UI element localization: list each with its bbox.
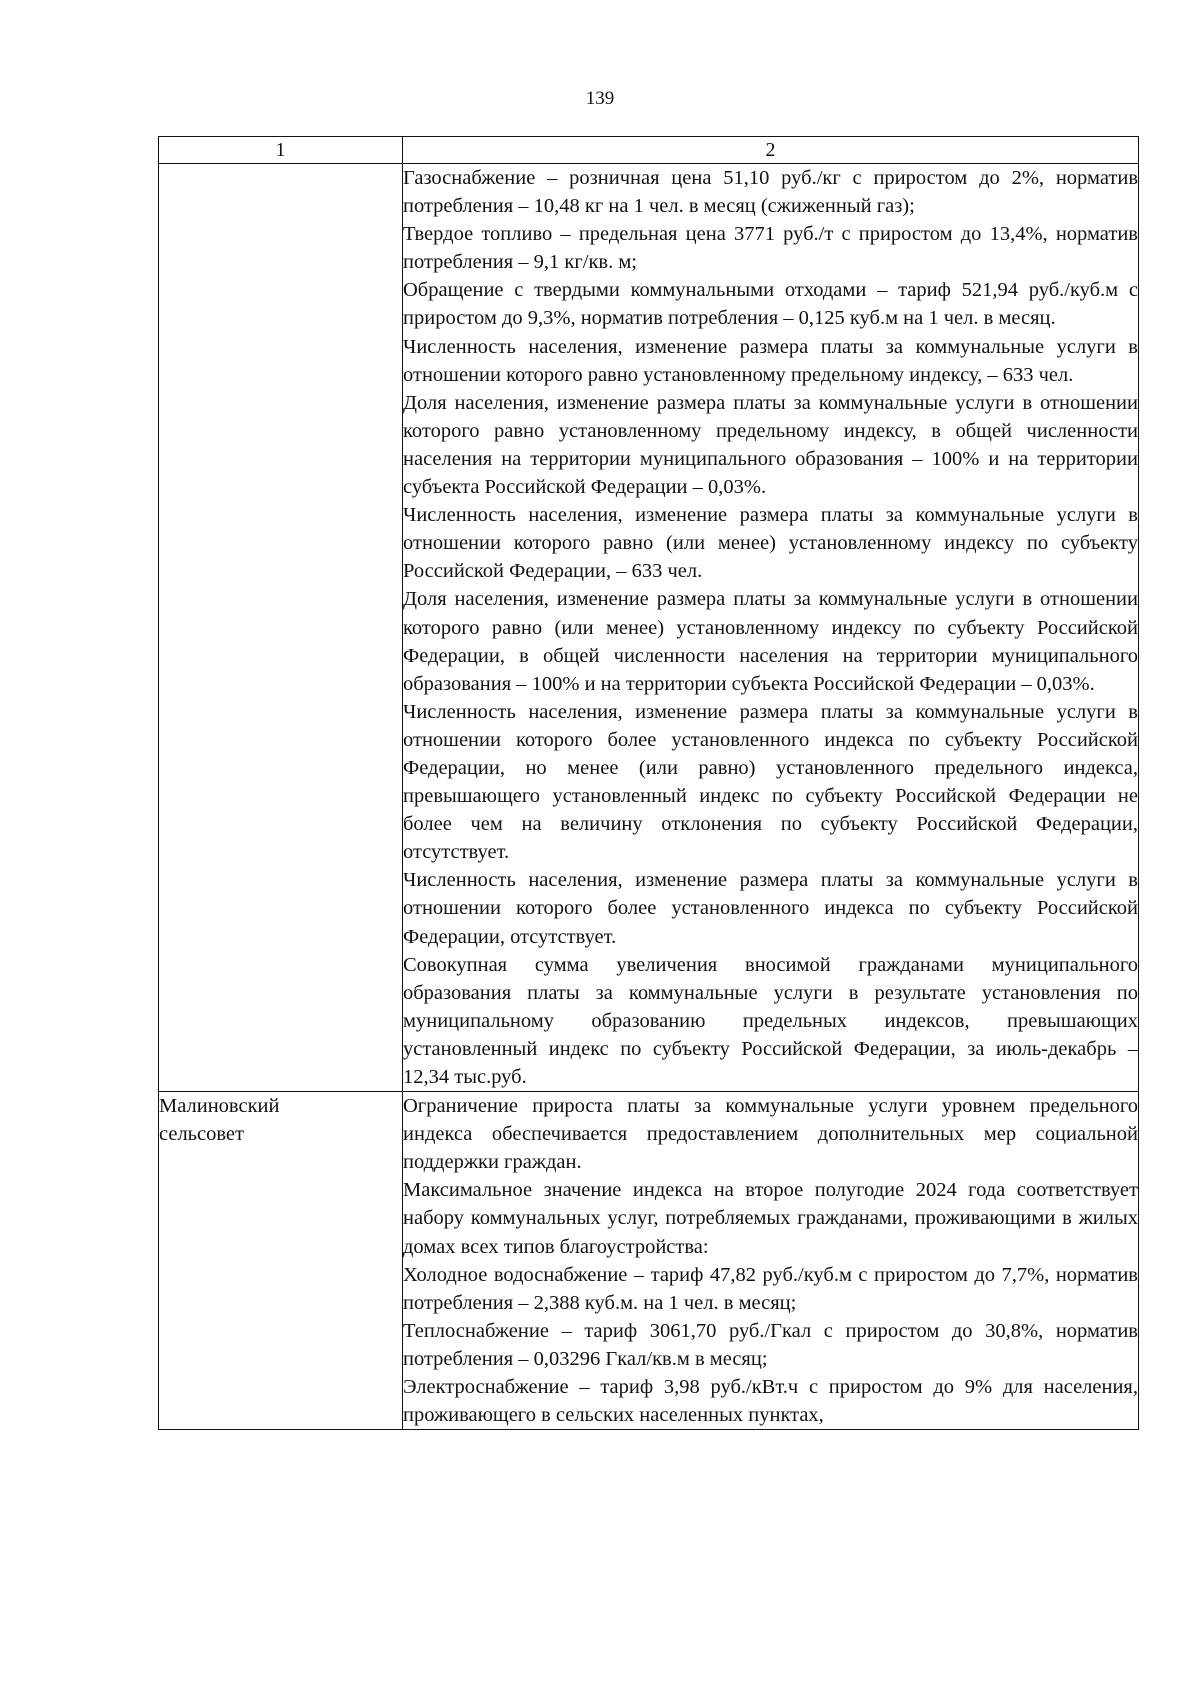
description-cell: [403, 1092, 1139, 1430]
municipality-cell: [159, 164, 403, 1092]
column-header-1: 1: [159, 137, 403, 164]
share-less-paragraph: Доля населения, изменение размера платы за коммунальные услуги в отношении которого равно (или менее) установленному индексу по субъекту Российской Федерации, в общей численности населения на территории муниципального образования – 100% и на территории субъекта Российской Федерации – 0,03%.: [403, 588, 1138, 695]
page-number: 139: [585, 88, 615, 109]
population-less-paragraph: Численность населения, изменение размера платы за коммунальные услуги в отношении которого равно (или менее) установленному индексу по субъекту Российской Федерации, – 633 чел.: [403, 504, 1138, 583]
gas-supply-paragraph: Газоснабжение – розничная цена 51,10 руб./кг с приростом до 2%, норматив потребления – 10,48 кг на 1 чел. в месяц (сжиженный газ);: [403, 167, 1138, 218]
solid-fuel-paragraph: Твердое топливо – предельная цена 3771 руб./т с приростом до 13,4%, норматив потребления – 9,1 кг/кв. м;: [403, 223, 1138, 274]
limit-paragraph: Ограничение прироста платы за коммунальные услуги уровнем предельного индекса обеспечивается предоставлением дополнительных мер социальной поддержки граждан.: [403, 1095, 1138, 1174]
population-deviation-paragraph: Численность населения, изменение размера платы за коммунальные услуги в отношении которого более установленного индекса по субъекту Российской Федерации, но менее (или равно) установленного предельного индекса, превышающего установленный индекс по субъекту Российской Федерации не более чем на величину отклонения по субъекту Российской Федерации, отсутствует.: [403, 700, 1138, 864]
electricity-paragraph: Электроснабжение – тариф 3,98 руб./кВт.ч с приростом до 9% для населения, проживающего в сельских населенных пунктах,: [403, 1376, 1138, 1427]
population-equal-paragraph: Численность населения, изменение размера платы за коммунальные услуги в отношении которого равно установленному предельному индексу, – 633 чел.: [403, 335, 1138, 386]
max-index-paragraph: Максимальное значение индекса на второе полугодие 2024 года соответствует набору коммунальных услуг, потребляемых гражданами, проживающими в жилых домах всех типов благоустройства:: [403, 1179, 1138, 1258]
cold-water-paragraph: Холодное водоснабжение – тариф 47,82 руб./куб.м с приростом до 7,7%, норматив потребления – 2,388 куб.м. на 1 чел. в месяц;: [403, 1263, 1138, 1314]
municipality-cell: [159, 1092, 403, 1430]
table-row: [159, 164, 1139, 1092]
description-cell: [403, 164, 1139, 1092]
table-row: [159, 1092, 1139, 1430]
municipality-name: Малиновский сельсовет: [159, 1095, 280, 1146]
population-above-paragraph: Численность населения, изменение размера платы за коммунальные услуги в отношении которого более установленного индекса по субъекту Российской Федерации, отсутствует.: [403, 869, 1138, 948]
heat-supply-paragraph: Теплоснабжение – тариф 3061,70 руб./Гкал с приростом до 30,8%, норматив потребления – 0,03296 Гкал/кв.м в месяц;: [403, 1319, 1138, 1370]
waste-paragraph: Обращение с твердыми коммунальными отходами – тариф 521,94 руб./куб.м с приростом до 9,3%, норматив потребления – 0,125 куб.м на 1 чел. в месяц.: [403, 279, 1138, 330]
total-sum-paragraph: Совокупная сумма увеличения вносимой гражданами муниципального образования платы за коммунальные услуги в результате установления по муниципальному образованию предельных индексов, превышающих установленный индекс по субъекту Российской Федерации, за июль-декабрь – 12,34 тыс.руб.: [403, 953, 1138, 1088]
tariff-table: [158, 136, 1139, 1430]
column-header-2: 2: [403, 137, 1139, 164]
table-header-row: [159, 137, 1139, 164]
share-equal-paragraph: Доля населения, изменение размера платы за коммунальные услуги в отношении которого равно установленному предельному индексу, в общей численности населения на территории муниципального образования – 100% и на территории субъекта Российской Федерации – 0,03%.: [403, 391, 1138, 499]
